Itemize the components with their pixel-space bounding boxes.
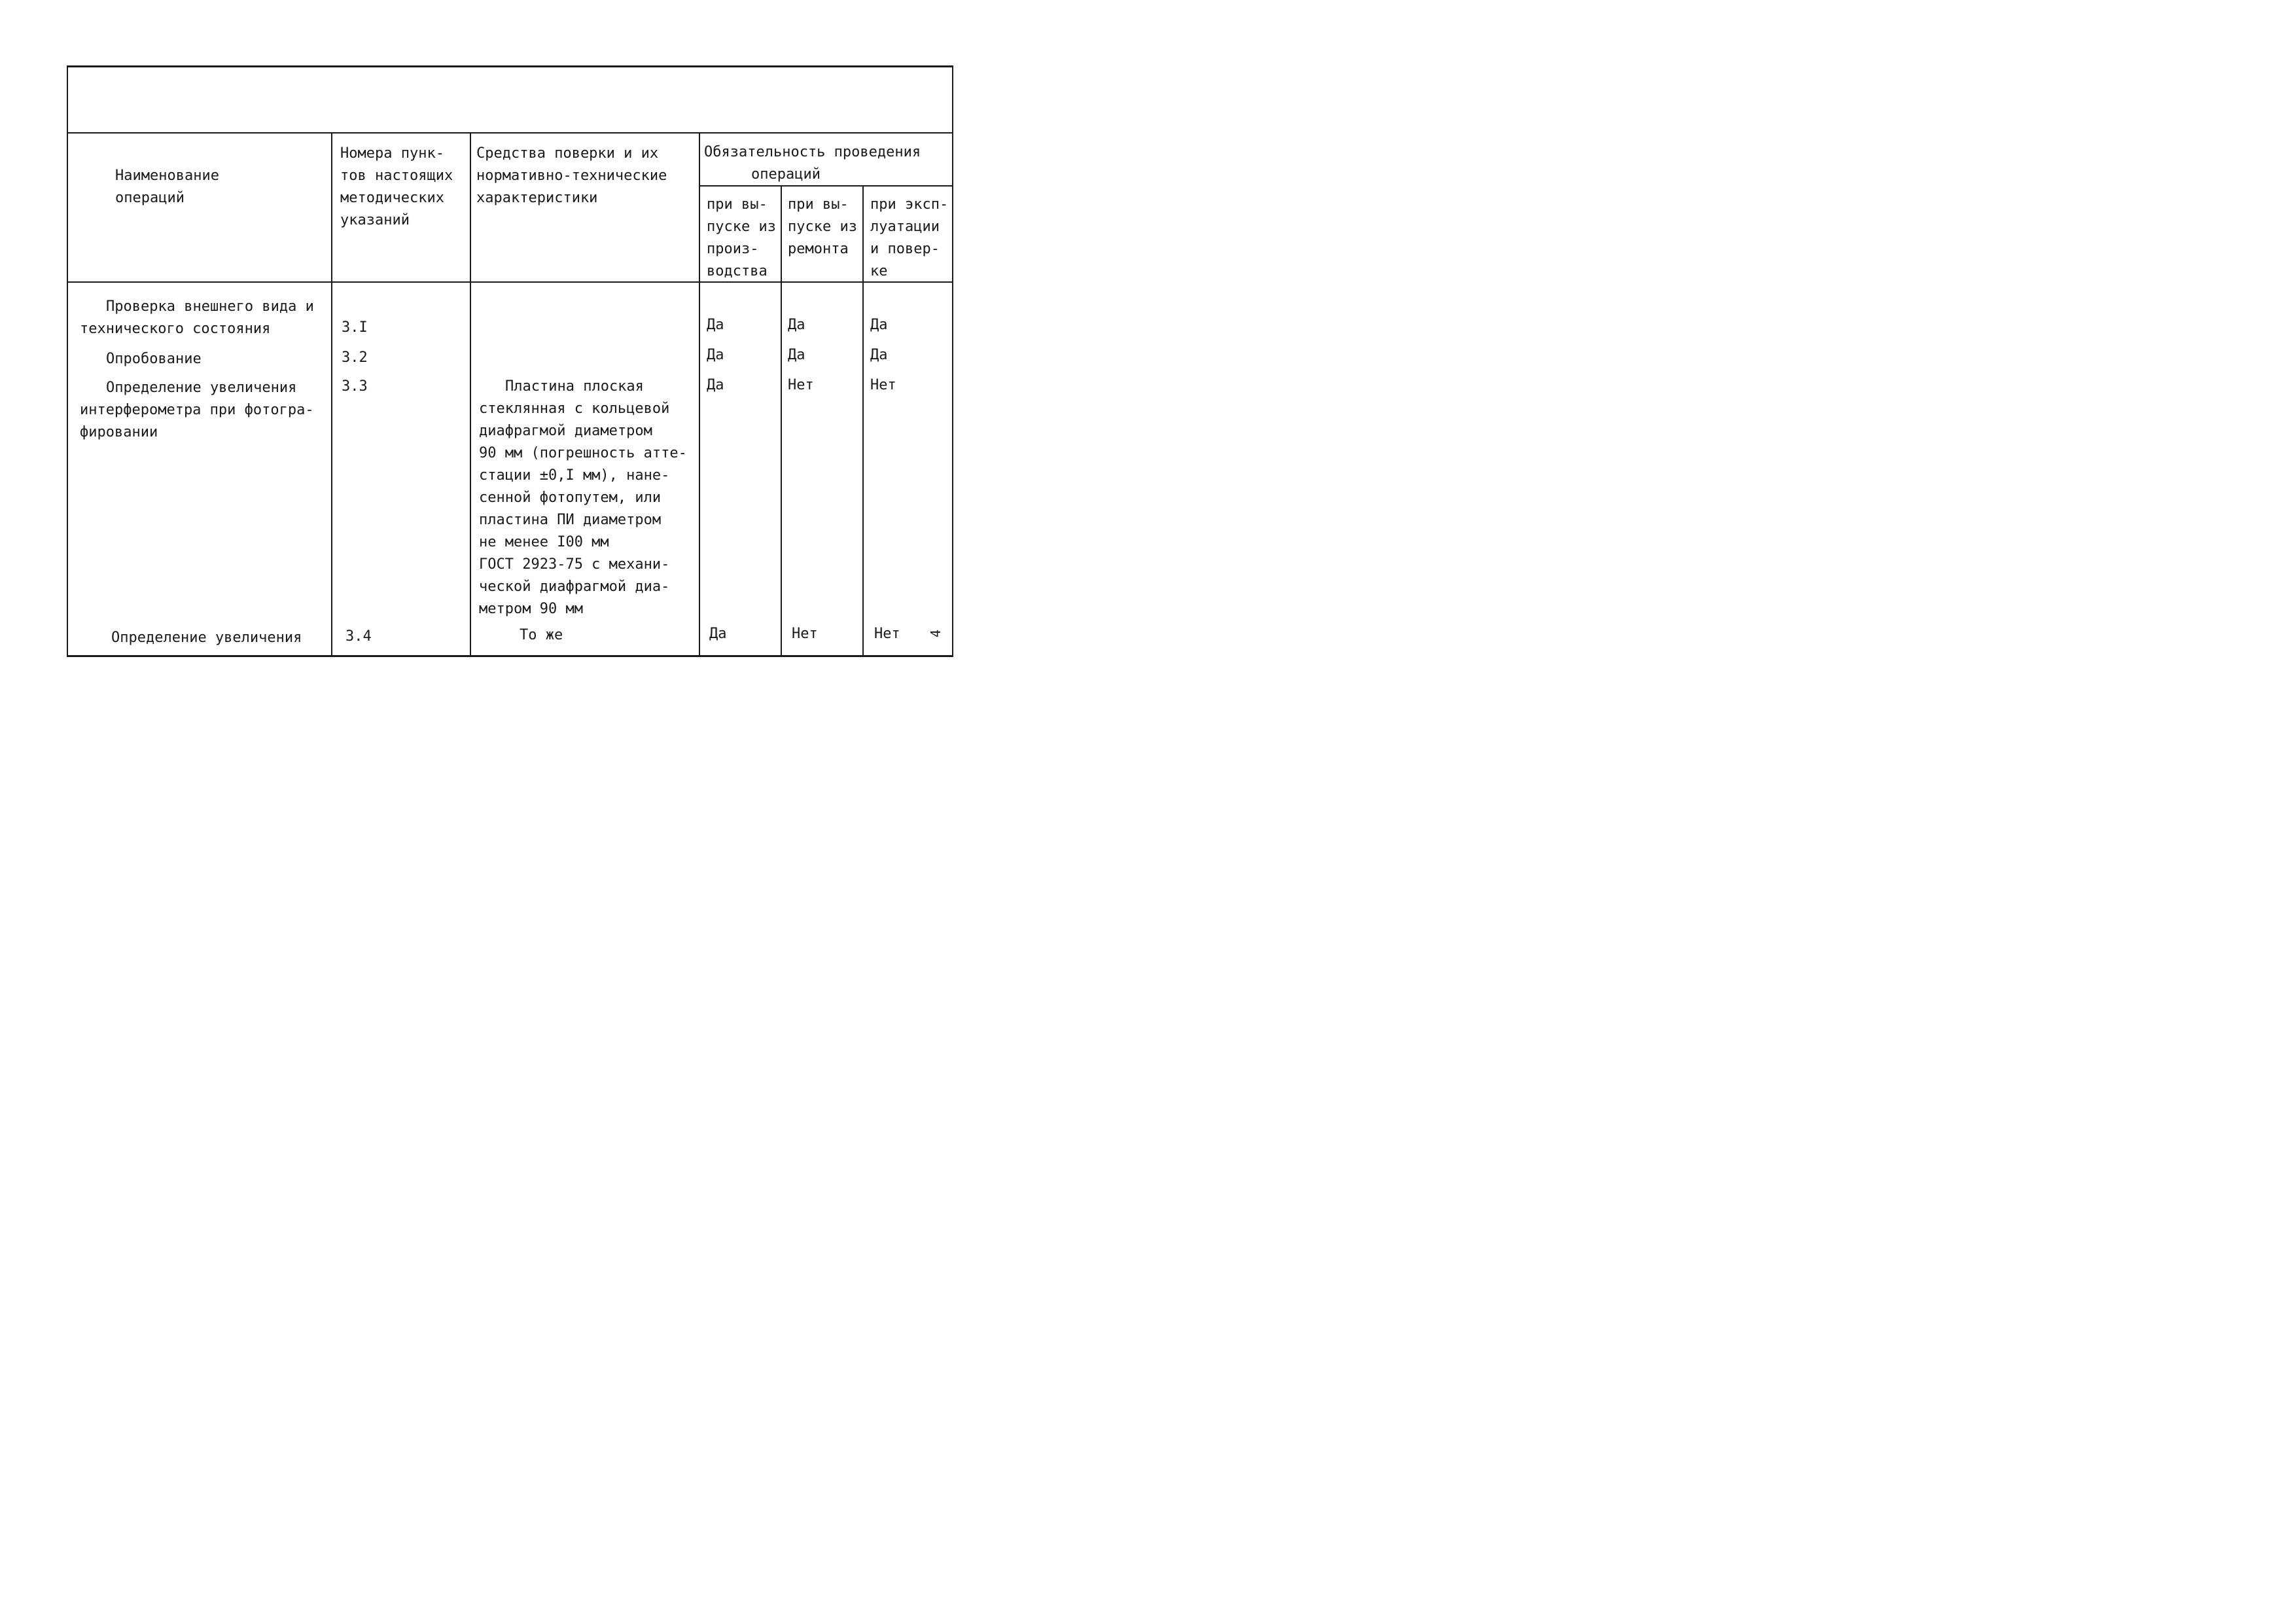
row-1-point: 3.I (342, 319, 368, 336)
row-4-means: То же (520, 627, 563, 643)
header-production: при вы- пуске из произ- водства (707, 196, 776, 279)
row-3-operation: Нет (870, 377, 896, 393)
header-bottom-rule (68, 281, 952, 283)
col-rule-4 (781, 185, 782, 656)
obligation-sub-rule (699, 185, 952, 187)
header-obligation-sub: операций (751, 166, 821, 183)
row-3-repair: Нет (788, 377, 814, 393)
row-4-repair: Нет (792, 626, 818, 642)
header-repair: при вы- пуске из ремонта (788, 196, 857, 257)
row-4-operation: Нет (874, 626, 900, 642)
header-obligation: Обязательность проведения (704, 144, 921, 160)
header-points: Номера пунк- тов настоящих методических указаний (340, 145, 453, 228)
col-rule-1 (331, 132, 332, 656)
row-2-repair: Да (788, 347, 805, 363)
row-4-point: 3.4 (345, 628, 372, 645)
col-rule-3 (699, 132, 700, 656)
col-rule-5 (862, 185, 864, 656)
row-2-production: Да (707, 347, 724, 363)
row-1-repair: Да (788, 317, 805, 333)
row-3-means: Пластина плоская стеклянная с кольцевой диафрагмой диаметром 90 мм (погрешность атте- стации ±0,I мм), нане- сенной фотопутем, или пластина ПИ диаметром не менее I00 мм ГОСТ 2923-75 с механи- ческой диафрагмой диа- метром 90 мм (479, 378, 687, 617)
row-1-name: Проверка внешнего вида и технического состояния (80, 298, 314, 337)
row-3-point: 3.3 (342, 378, 368, 395)
row-1-operation: Да (870, 317, 888, 333)
row-1-production: Да (707, 317, 724, 333)
row-4-production: Да (709, 626, 727, 642)
row-2-operation: Да (870, 347, 888, 363)
row-3-name: Определение увеличения интерферометра при фотогра- фировании (80, 380, 314, 440)
row-3-production: Да (707, 377, 724, 393)
header-top-rule (68, 132, 952, 134)
row-2-name: Опробование (106, 351, 202, 367)
header-means: Средства поверки и их нормативно-технические характеристики (476, 145, 667, 206)
row-4-name: Определение увеличения (111, 630, 302, 646)
header-operation: при эксп- луатации и повер- ке (870, 196, 949, 279)
row-2-point: 3.2 (342, 349, 368, 366)
page-number: 4 (928, 629, 944, 638)
col-rule-2 (470, 132, 471, 656)
header-name: Наименование операций (115, 168, 219, 206)
